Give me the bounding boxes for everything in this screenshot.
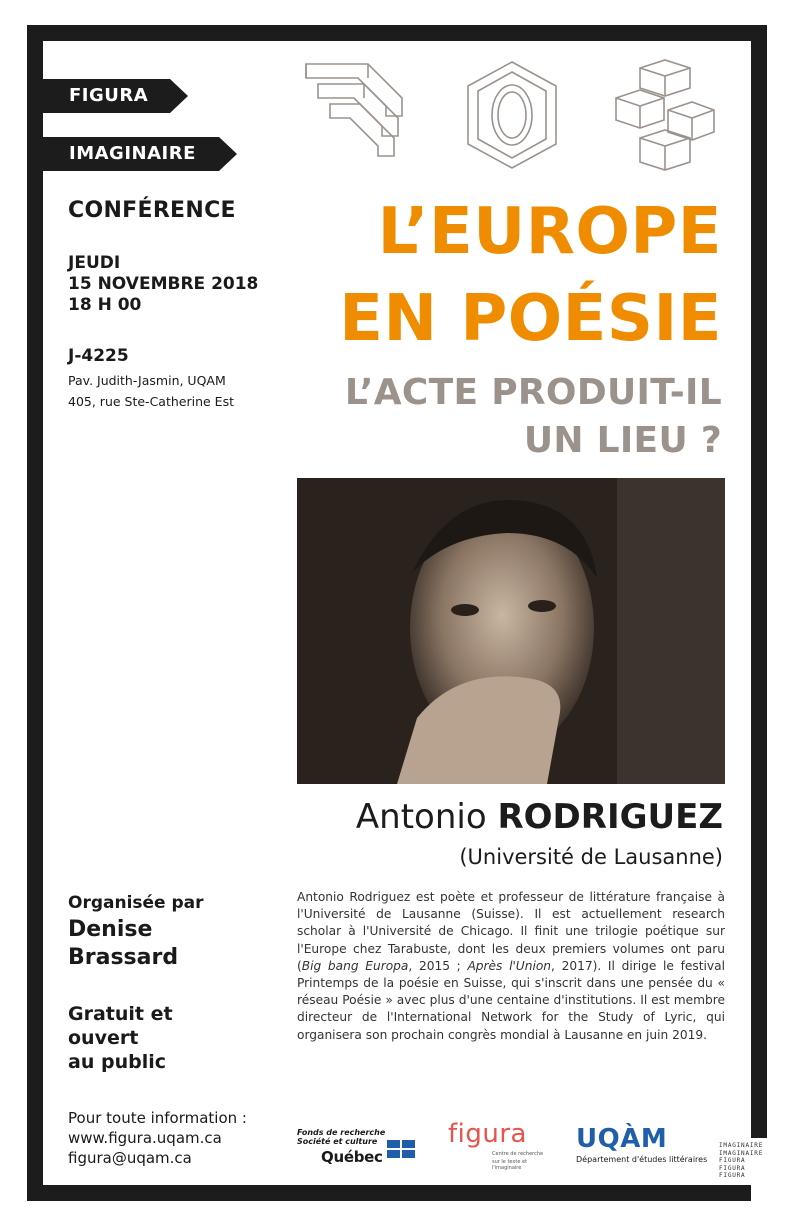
imaginaire-figura-stack-logo (719, 1142, 771, 1180)
hexagon-nut-icon (462, 58, 562, 176)
event-type: CONFÉRENCE (68, 198, 236, 223)
subtitle-line-1: L’ACTE PRODUIT-IL (344, 372, 722, 413)
figura-tag: FIGURA (43, 79, 170, 113)
impossible-bars-icon (298, 58, 416, 176)
contact-info (68, 1108, 247, 1168)
stack-line-5: FIGURA (719, 1172, 746, 1179)
uqam-logo (576, 1124, 716, 1164)
bio-text-3: , 2017). Il dirige le festival Printemps de la poésie en Suisse, qui s'inscrit dans une pensée du « réseau Poésie » avec plus d'une centaine d'institutions. Il est membre directeur de l'International Network for the Study of Lyric, qui organisera son prochain congrès mondial à Lausanne en juin 2019. (297, 958, 725, 1042)
admission-line-3: au public (68, 1051, 166, 1073)
quebec-flag-icon (387, 1140, 415, 1158)
figura-subtitle-1: Centre de recherche (492, 1151, 544, 1157)
speaker-last-name: RODRIGUEZ (497, 797, 723, 837)
impossible-cube-icon (610, 58, 720, 176)
stack-line-3: FIGURA (719, 1157, 746, 1164)
event-street: 405, rue Ste-Catherine Est (68, 394, 234, 409)
organizer-label: Organisée par (68, 893, 204, 913)
organizer-first-name: Denise (68, 917, 153, 942)
frq-line-1: Fonds de recherche (297, 1128, 386, 1137)
stack-line-1: IMAGINAIRE (719, 1142, 764, 1149)
speaker-name (356, 797, 723, 837)
event-time: 18 H 00 (68, 295, 142, 315)
speaker-portrait-photo (297, 478, 725, 784)
contact-website-link[interactable]: www.figura.uqam.ca (68, 1129, 222, 1147)
bio-text-1: Antonio Rodriguez est poète et professeur de littérature française à l'Université de Lausanne (Suisse). Il est actuellement research scholar à l'Université de Chicago. Il finit une trilogie poétique sur l'Europe chez Tarabuste, dont les deux premiers volumes ont paru ( (297, 890, 725, 973)
speaker-first-name: Antonio (355, 797, 487, 837)
figura-logo (448, 1119, 548, 1171)
portrait-silhouette (297, 478, 725, 784)
contact-label: Pour toute information : (68, 1109, 247, 1127)
stack-line-2: IMAGINAIRE (719, 1149, 764, 1157)
event-address (68, 370, 234, 412)
title-line-2: EN POÉSIE (339, 282, 722, 356)
event-datetime (68, 253, 258, 316)
event-building: Pav. Judith-Jasmin, UQAM (68, 373, 226, 388)
title-line-1: L’EUROPE (377, 195, 722, 269)
event-date: 15 NOVEMBRE 2018 (68, 274, 259, 294)
organizer-last-name: Brassard (68, 945, 179, 970)
frq-quebec-logo (297, 1128, 419, 1166)
subtitle-line-2: UN LIEU ? (523, 420, 722, 461)
event-day: JEUDI (68, 253, 121, 273)
imaginaire-tag: IMAGINAIRE (43, 137, 219, 171)
contact-email-link[interactable]: figura@uqam.ca (68, 1149, 192, 1167)
figura-subtitle-2: sur le texte et l'imaginaire (492, 1159, 528, 1171)
figura-wordmark: figura (448, 1119, 527, 1149)
admission-info (68, 1002, 173, 1074)
admission-line-1: Gratuit et (68, 1003, 173, 1025)
speaker-affiliation: (Université de Lausanne) (459, 845, 723, 869)
admission-line-2: ouvert (68, 1027, 139, 1049)
uqam-department: Département d'études littéraires (576, 1155, 708, 1164)
bio-book-1: Big bang Europa (301, 958, 409, 973)
organizer-name (68, 916, 178, 972)
bio-book-2: Après l'Union (467, 958, 552, 973)
event-room: J-4225 (68, 346, 129, 366)
uqam-wordmark: UQÀM (576, 1124, 668, 1154)
bio-text-2: , 2015 ; (408, 958, 468, 973)
frq-quebec-wordmark: Québec (321, 1148, 383, 1166)
speaker-bio (297, 889, 725, 1044)
frq-line-2: Société et culture (297, 1137, 378, 1146)
stack-line-4: FIGURA (719, 1164, 746, 1172)
